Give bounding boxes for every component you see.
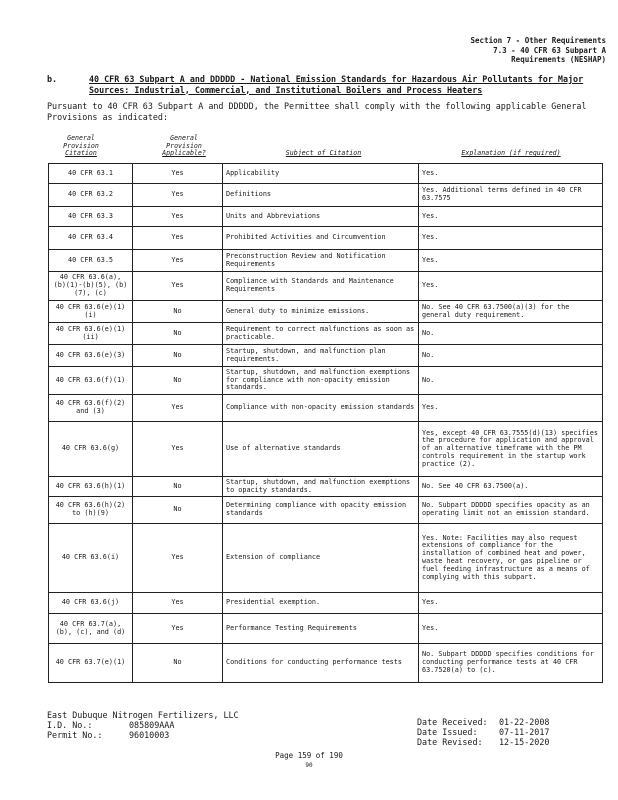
permit-number-label: Permit No.: (47, 730, 103, 741)
facility-id (47, 720, 239, 730)
section-header-line2: 7.3 - 40 CFR 63 Subpart A (493, 45, 606, 55)
date-revised-label: Date Revised: (417, 737, 483, 748)
page-stamp-number: 90 (305, 762, 313, 769)
cell-subject: Startup, shutdown, and malfunction plan requirements. (223, 345, 419, 367)
cell-citation: 40 CFR 63.7(e)(1) (49, 644, 133, 683)
cell-applicable: No (133, 323, 223, 345)
table-row (49, 184, 603, 207)
cell-explanation: No. See 40 CFR 63.7500(a). (419, 477, 603, 497)
cell-applicable: No (133, 345, 223, 367)
table-row (49, 272, 603, 301)
cell-applicable: Yes (133, 227, 223, 250)
col-header-citation-l1: General (67, 134, 95, 142)
col-header-applicable-l2: Provision (166, 141, 202, 150)
cell-citation: 40 CFR 63.5 (49, 250, 133, 272)
cell-subject: Compliance with non-opacity emission standards (223, 395, 419, 422)
cell-applicable: Yes (133, 207, 223, 227)
date-issued (417, 727, 549, 737)
cell-citation: 40 CFR 63.6(a), (b)(1)-(b)(5), (b)(7), (c) (49, 272, 133, 301)
general-provisions-table (48, 163, 603, 683)
col-header-citation-l2: Provision (63, 141, 99, 150)
table-row (49, 422, 603, 477)
cell-subject: Startup, shutdown, and malfunction exemptions to opacity standards. (223, 477, 419, 497)
cell-applicable: No (133, 301, 223, 323)
cell-citation: 40 CFR 63.6(g) (49, 422, 133, 477)
table-row (49, 323, 603, 345)
cell-applicable: No (133, 367, 223, 395)
cell-explanation: Yes. (419, 593, 603, 614)
table-row (49, 644, 603, 683)
cell-explanation: Yes. (419, 614, 603, 644)
table-row (49, 367, 603, 395)
permit-number-value: 96010003 (129, 730, 170, 741)
cell-citation: 40 CFR 63.6(e)(1)(ii) (49, 323, 133, 345)
col-header-citation-l3: Citation (65, 149, 97, 158)
footer-dates (417, 717, 549, 748)
cell-subject: Determining compliance with opacity emission standards (223, 497, 419, 524)
cell-explanation: Yes. (419, 227, 603, 250)
section-header (471, 36, 606, 65)
cell-explanation: No. (419, 345, 603, 367)
cell-applicable: No (133, 477, 223, 497)
date-received-value: 01-22-2008 (499, 717, 550, 727)
cell-subject: Compliance with Standards and Maintenance Requirements (223, 272, 419, 301)
table-row (49, 227, 603, 250)
section-letter: b. (47, 74, 58, 84)
section-header-line3: Requirements (NESHAP) (511, 55, 606, 64)
cell-subject: Use of alternative standards (223, 422, 419, 477)
cell-applicable: No (133, 644, 223, 683)
cell-citation: 40 CFR 63.4 (49, 227, 133, 250)
date-received-label: Date Received: (417, 717, 488, 727)
cell-subject: Extension of compliance (223, 524, 419, 593)
cell-subject: Startup, shutdown, and malfunction exemptions for compliance with non-opacity emission standards. (223, 367, 419, 395)
cell-subject: Prohibited Activities and Circumvention (223, 227, 419, 250)
cell-citation: 40 CFR 63.6(e)(1)(i) (49, 301, 133, 323)
cell-applicable: Yes (133, 164, 223, 184)
col-header-applicable-l1: General (170, 134, 198, 142)
cell-subject: Preconstruction Review and Notification Requirements (223, 250, 419, 272)
cell-citation: 40 CFR 63.6(h)(1) (49, 477, 133, 497)
table-row (49, 164, 603, 184)
permit-number (47, 730, 239, 740)
cell-subject: Performance Testing Requirements (223, 614, 419, 644)
cell-citation: 40 CFR 63.6(h)(2) to (h)(9) (49, 497, 133, 524)
date-revised-value: 12-15-2020 (499, 737, 550, 748)
cell-applicable: No (133, 497, 223, 524)
cell-subject: General duty to minimize emissions. (223, 301, 419, 323)
facility-id-value: 085809AAA (129, 720, 175, 731)
table-row (49, 207, 603, 227)
table-row (49, 301, 603, 323)
date-received (417, 717, 549, 727)
table-row (49, 614, 603, 644)
cell-citation: 40 CFR 63.6(f)(1) (49, 367, 133, 395)
footer-facility-info (47, 710, 239, 741)
col-header-applicable (148, 135, 220, 158)
cell-explanation: No. See 40 CFR 63.7500(a)(3) for the general duty requirement. (419, 301, 603, 323)
cell-applicable: Yes (133, 593, 223, 614)
cell-subject: Applicability (223, 164, 419, 184)
cell-explanation: No. (419, 367, 603, 395)
date-issued-value: 07-11-2017 (499, 727, 550, 738)
cell-applicable: Yes (133, 614, 223, 644)
table-row (49, 593, 603, 614)
table-row (49, 395, 603, 422)
cell-explanation: No. Subpart DDDDD specifies opacity as an operating limit not an emission standard. (419, 497, 603, 524)
cell-citation: 40 CFR 63.7(a), (b), (c), and (d) (49, 614, 133, 644)
table-row (49, 497, 603, 524)
cell-applicable: Yes (133, 250, 223, 272)
cell-explanation: Yes. (419, 250, 603, 272)
page-indicator: Page 159 of 190 (275, 751, 343, 760)
cell-explanation: Yes. (419, 207, 603, 227)
section-title: 40 CFR 63 Subpart A and DDDDD - National Emission Standards for Hazardous Air Pollutants for Major Sources: Industrial, Commercial, and Institutional Boilers and Process Heaters (89, 74, 584, 95)
table-row (49, 345, 603, 367)
cell-subject: Definitions (223, 184, 419, 207)
col-header-applicable-l3: Applicable? (162, 149, 206, 158)
cell-citation: 40 CFR 63.3 (49, 207, 133, 227)
cell-subject: Conditions for conducting performance tests (223, 644, 419, 683)
cell-explanation: No. Subpart DDDDD specifies conditions for conducting performance tests at 40 CFR 63.7520(a) to (c). (419, 644, 603, 683)
cell-subject: Requirement to correct malfunctions as soon as practicable. (223, 323, 419, 345)
cell-explanation: Yes. (419, 164, 603, 184)
cell-explanation: Yes. Note: Facilities may also request extensions of compliance for the installation of combined heat and power, waste heat recovery, or gas pipeline or fuel feeding infrastructure as a means of complying with this subpart. (419, 524, 603, 593)
table-row (49, 524, 603, 593)
cell-applicable: Yes (133, 524, 223, 593)
intro-paragraph: Pursuant to 40 CFR 63 Subpart A and DDDDD, the Permittee shall comply with the following applicable General Provisions as indicated: (47, 101, 587, 122)
company-name: East Dubuque Nitrogen Fertilizers, LLC (47, 710, 239, 720)
col-header-subject: Subject of Citation (285, 149, 362, 157)
cell-explanation: Yes, except 40 CFR 63.7555(d)(13) specifies the procedure for application and approval of an alternative timeframe with the PM controls requirement in the startup work practice (2). (419, 422, 603, 477)
col-header-explanation: Explanation (if required) (461, 149, 561, 157)
section-header-line1: Section 7 - Other Requirements (470, 36, 606, 45)
cell-citation: 40 CFR 63.1 (49, 164, 133, 184)
col-header-citation (48, 135, 114, 158)
cell-explanation: Yes. Additional terms defined in 40 CFR 63.7575 (419, 184, 603, 207)
cell-explanation: Yes. (419, 272, 603, 301)
cell-citation: 40 CFR 63.2 (49, 184, 133, 207)
cell-citation: 40 CFR 63.6(f)(2) and (3) (49, 395, 133, 422)
date-revised (417, 737, 549, 747)
cell-applicable: Yes (133, 395, 223, 422)
table-row (49, 250, 603, 272)
date-issued-label: Date Issued: (417, 727, 478, 738)
cell-subject: Presidential exemption. (223, 593, 419, 614)
cell-citation: 40 CFR 63.6(i) (49, 524, 133, 593)
cell-explanation: No. (419, 323, 603, 345)
cell-applicable: Yes (133, 184, 223, 207)
facility-id-label: I.D. No.: (47, 720, 93, 731)
table-row (49, 477, 603, 497)
cell-applicable: Yes (133, 272, 223, 301)
cell-citation: 40 CFR 63.6(j) (49, 593, 133, 614)
cell-subject: Units and Abbreviations (223, 207, 419, 227)
cell-citation: 40 CFR 63.6(e)(3) (49, 345, 133, 367)
cell-applicable: Yes (133, 422, 223, 477)
cell-explanation: Yes. (419, 395, 603, 422)
